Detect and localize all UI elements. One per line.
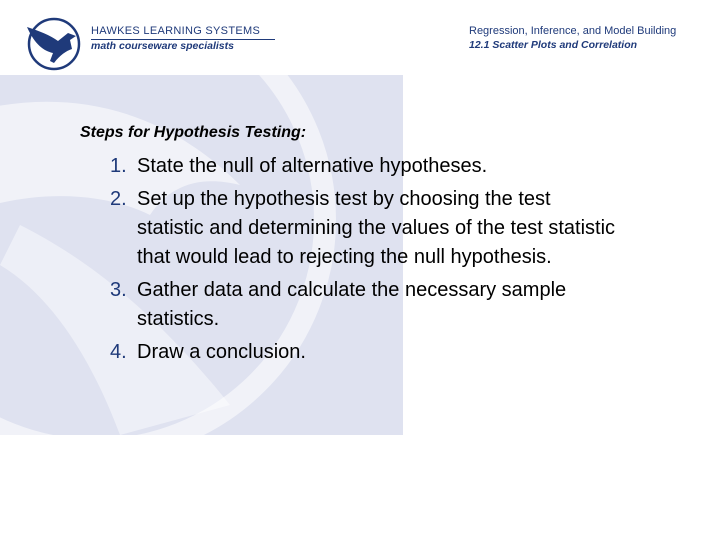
slide-title: Steps for Hypothesis Testing: [80, 124, 307, 141]
company-tagline: math courseware specialists [91, 40, 234, 52]
step-item [110, 338, 620, 367]
company-name: HAWKES LEARNING SYSTEMS [91, 25, 261, 37]
step-item [110, 185, 620, 272]
step-number: 4. [110, 341, 127, 363]
course-block [469, 25, 676, 51]
course-title: Regression, Inference, and Model Building [469, 25, 677, 37]
step-number: 2. [110, 188, 127, 210]
step-text: State the null of alternative hypotheses. [137, 155, 488, 177]
hawk-logo-icon [24, 17, 84, 71]
step-text: Gather data and calculate the necessary sample statistics. [137, 279, 567, 330]
step-item [110, 276, 620, 334]
company-block [91, 25, 275, 52]
step-text: Set up the hypothesis test by choosing the test statistic and determining the values of the test statistic that would lead to rejecting the null hypothesis. [137, 188, 616, 268]
step-text: Draw a conclusion. [137, 341, 306, 363]
slide-header [0, 0, 720, 75]
step-item [110, 152, 620, 181]
step-number: 3. [110, 279, 127, 301]
steps-list [110, 152, 620, 371]
step-number: 1. [110, 155, 127, 177]
section-title: 12.1 Scatter Plots and Correlation [469, 39, 638, 51]
